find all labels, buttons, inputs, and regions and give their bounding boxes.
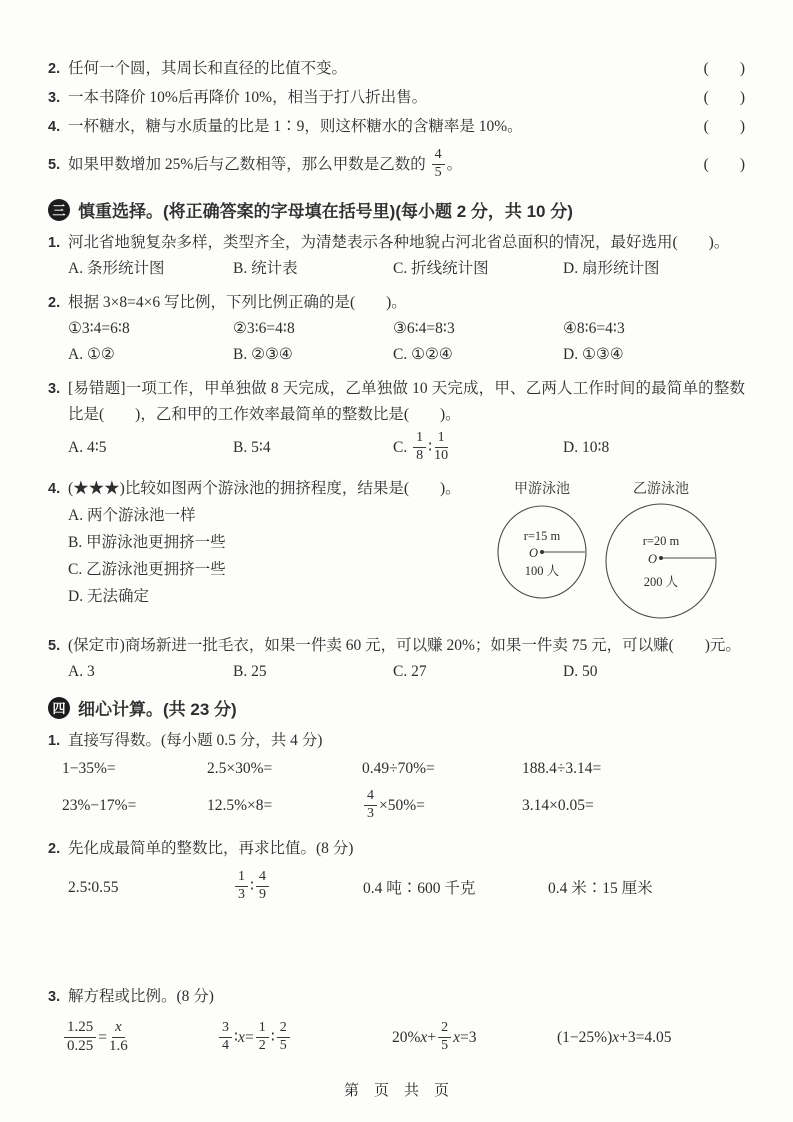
question-text: (保定市)商场新进一批毛衣，如果一件卖 60 元，可以赚 20%；如果一件卖 75 元，可以赚( )元。 [68, 637, 741, 654]
ratio-item: 0.4 米∶15 厘米 [548, 880, 653, 897]
calc-problem-2 [48, 836, 745, 912]
fraction: $\frac{3}{4}$ [219, 1021, 232, 1053]
calc-2-title: 先化成最简单的整数比，再求比值。(8 分) [68, 840, 354, 857]
pool-b-capacity-label: 200 人 [643, 575, 679, 589]
option-c: C. ①②④ [393, 346, 453, 363]
fraction: $\frac{1}{3}$ [235, 870, 248, 902]
pool-diagrams [495, 476, 745, 625]
question-number: 4. [48, 481, 61, 497]
calc-3-title: 解方程或比例。(8 分) [68, 988, 214, 1005]
option-b: B. 统计表 [233, 260, 298, 277]
fraction: $\frac{1.25}{0.25}$ [64, 1020, 96, 1055]
fraction: $\frac{1}{8}$ [413, 431, 426, 463]
options-row [48, 428, 745, 468]
option-c: C. 乙游泳池更拥挤一些 [68, 561, 226, 578]
tf-question-2 [48, 56, 745, 82]
question-text-pre: 如果甲数增加 25%后与乙数相等，那么甲数是乙数的 [68, 155, 426, 173]
pool-a-label: 甲游泳池 [514, 482, 570, 497]
answer-bracket: ( ) [703, 60, 745, 77]
options-row [48, 659, 745, 685]
question-number: 3. [48, 989, 61, 1005]
fraction: $\frac{x}{1.6}$ [109, 1018, 128, 1054]
option-a: A. 两个游泳池一样 [68, 507, 196, 524]
option-a: A. 4∶5 [68, 439, 107, 456]
question-text: 一杯糖水，糖与水质量的比是 1∶9，则这杯糖水的含糖率是 10%。 [68, 118, 523, 135]
tf-question-3 [48, 85, 745, 111]
section-3-title: 慎重选择。(将正确答案的字母填在括号里)(每小题 2 分，共 10 分) [78, 202, 573, 221]
options-stack [48, 502, 495, 610]
question-number: 3. [48, 90, 61, 106]
answer-bracket: ( ) [703, 118, 745, 135]
option-b: B. 5∶4 [233, 439, 271, 456]
question-text: [易错题]一项工作，甲单独做 8 天完成，乙单独做 10 天完成，甲、乙两人工作时间的最简单的整数比是( )，乙和甲的工作效率最简单的整数比是( )。 [68, 380, 745, 423]
expression: 0.49÷70%= [362, 760, 435, 777]
fraction: $\frac{4}{3}$ [364, 789, 377, 821]
ratio-items-row [48, 862, 745, 912]
pool-a-circle-diagram [495, 500, 589, 600]
options-row [48, 342, 745, 368]
case-2: ②3∶6=4∶8 [233, 320, 295, 337]
ratio-item: $\frac{1}{3}$ ∶ $\frac{4}{9}$ [233, 871, 363, 903]
pool-b-label: 乙游泳池 [633, 482, 689, 497]
choice-question-3 [48, 376, 745, 468]
expression: 188.4÷3.14= [522, 760, 602, 777]
fraction: $\frac{2}{5}$ [438, 1021, 451, 1053]
option-a: A. 条形统计图 [68, 260, 165, 277]
option-d: D. 50 [563, 663, 598, 680]
question-number: 2. [48, 841, 61, 857]
section-4-title: 细心计算。(共 23 分) [78, 700, 237, 719]
question-text [68, 146, 696, 181]
question-number: 2. [48, 61, 61, 77]
question-text-post: 。 [446, 155, 463, 173]
pool-b-figure [603, 478, 719, 625]
option-c: C. $\frac{1}{8}$ ∶ $\frac{1}{10}$ [393, 429, 449, 463]
question-number: 1. [48, 235, 61, 251]
expression: 3.14×0.05= [522, 797, 594, 814]
option-a: A. ①② [68, 346, 115, 363]
option-d: D. ①③④ [563, 346, 624, 363]
case-1: ①3∶4=6∶8 [68, 320, 130, 337]
equation-1: $\frac{1.25}{0.25}$ = $\frac{x}{1.6}$ [62, 1021, 217, 1056]
question-text: 河北省地貌复杂多样，类型齐全，为清楚表示各种地貌占河北省总面积的情况，最好选用( )。 [68, 234, 730, 251]
expression: 2.5×30%= [207, 760, 273, 777]
equation-3: 20%x+ $\frac{2}{5}$ x=3 [392, 1019, 477, 1053]
question-number: 5. [48, 638, 61, 654]
choice-question-1 [48, 230, 745, 282]
fraction: $\frac{2}{5}$ [277, 1021, 290, 1053]
tf-question-5 [48, 143, 745, 187]
true-false-section [48, 56, 745, 187]
expression: 23%−17%= [62, 797, 137, 814]
fraction: $\frac{1}{2}$ [256, 1021, 269, 1053]
fraction: $\frac{1}{10}$ [434, 429, 449, 463]
fraction: $\frac{4}{5}$ [432, 148, 445, 180]
ratio-item: 2.5∶0.55 [68, 878, 119, 896]
options-row [48, 256, 745, 282]
section-4-header [48, 695, 745, 720]
answer-bracket: ( ) [703, 156, 745, 173]
pool-b-radius-label: r=20 m [642, 534, 680, 548]
student-work-area [48, 920, 745, 982]
expression: 12.5%×8= [207, 797, 273, 814]
option-d: D. 扇形统计图 [563, 260, 660, 277]
section-3-badge: 三 [48, 199, 70, 221]
question-number: 1. [48, 733, 61, 749]
mental-math-row-2 [48, 784, 745, 828]
pool-b-center-label: O [647, 552, 657, 566]
case-3: ③6∶4=8∶3 [393, 320, 455, 337]
question-text: 根据 3×8=4×6 写比例，下列比例正确的是( )。 [68, 294, 407, 311]
equations-row [48, 1012, 745, 1064]
proportion-cases-row [48, 316, 745, 342]
pool-a-radius-label: r=15 m [523, 529, 561, 543]
option-b: B. 25 [233, 663, 267, 680]
answer-bracket: ( ) [703, 89, 745, 106]
case-4: ④8∶6=4∶3 [563, 320, 625, 337]
option-c: C. 27 [393, 663, 427, 680]
question-text: (★★★)比较如图两个游泳池的拥挤程度，结果是( )。 [68, 480, 461, 497]
question-number: 2. [48, 295, 61, 311]
mental-math-row-1 [48, 754, 745, 784]
option-b: B. 甲游泳池更拥挤一些 [68, 534, 226, 551]
calc-problem-3 [48, 984, 745, 1064]
section-3-header [48, 197, 745, 222]
option-b: B. ②③④ [233, 346, 293, 363]
equation-2: $\frac{3}{4}$ ∶x= $\frac{1}{2}$ ∶ $\frac{2}{5}$ [217, 1022, 392, 1054]
choice-question-5 [48, 633, 745, 685]
choice-question-4 [48, 476, 745, 625]
calc-problem-1 [48, 728, 745, 828]
question-number: 4. [48, 119, 61, 135]
question-number: 3. [48, 381, 61, 397]
choice-question-2 [48, 290, 745, 368]
tf-question-4 [48, 114, 745, 140]
fraction: $\frac{4}{9}$ [256, 870, 269, 902]
ratio-item: 0.4 吨∶600 千克 [363, 880, 476, 897]
option-d: D. 无法确定 [68, 588, 149, 605]
pool-a-capacity-label: 100 人 [524, 564, 560, 578]
question-number: 5. [48, 157, 61, 173]
option-c: C. 折线统计图 [393, 260, 489, 277]
expression: $\frac{4}{3}$ ×50%= [362, 790, 522, 822]
question-text: 一本书降价 10%后再降价 10%，相当于打八折出售。 [68, 89, 428, 106]
equation-4: (1−25%)x+3=4.05 [557, 1029, 672, 1046]
pool-b-circle-diagram [603, 500, 719, 620]
option-d: D. 10∶8 [563, 439, 610, 456]
question-text: 任何一个圆，其周长和直径的比值不变。 [68, 60, 348, 77]
page-footer: 第 页 共 页 [343, 1082, 449, 1099]
pool-a-figure [495, 478, 589, 605]
pool-a-center-label: O [528, 546, 538, 560]
expression: 1−35%= [62, 760, 116, 777]
section-4-badge: 四 [48, 697, 70, 719]
option-a: A. 3 [68, 663, 95, 680]
calc-1-title: 直接写得数。(每小题 0.5 分，共 4 分) [68, 732, 323, 749]
